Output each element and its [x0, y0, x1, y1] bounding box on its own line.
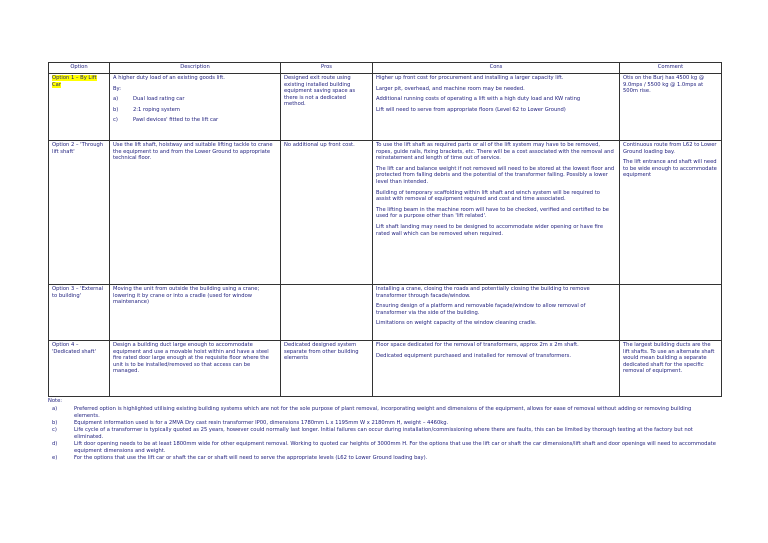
note-label: d): [52, 441, 58, 447]
cons-text: Installing a crane, closing the roads and potentially closing the building to remove transformer through facade/window.: [376, 286, 590, 299]
notes-list: [48, 406, 723, 462]
header-cons: Cons: [373, 63, 620, 74]
cons-text: Dedicated equipment purchased and installed for removal of transformers.: [376, 352, 571, 359]
list-label: a): [113, 96, 119, 103]
cons-text: Higher up front cost for procurement and installing a larger capacity lift.: [376, 75, 564, 81]
pros-cell: [281, 341, 373, 397]
option-name: Option 1 – By Lift Car: [52, 75, 97, 88]
note-item: [48, 427, 723, 441]
option-name: Option 4 – 'Dedicated shaft': [52, 342, 96, 355]
comment-text: The lift entrance and shaft will need to be wide enough to accommodate equipment: [623, 159, 717, 179]
cons-text: Limitations on weight capacity of the window cleaning cradle.: [376, 320, 537, 327]
comment-text: The largest building ducts are the lift shafts. To use an alternate shaft would mean building a separate dedicated shaft for the specific removal of equipment.: [623, 342, 715, 375]
option-name: Option 2 – 'Through lift shaft': [52, 142, 104, 155]
note-label: e): [52, 455, 58, 461]
note-text: Lift door opening needs to be at least 1800mm wide for other equipment removal. Working to quoted car heights of 3000mm H. For the options that use the lift car or shaft the car dimensions/lift shaft and door openings will need to accommodate equipment dimensions and weight.: [74, 441, 716, 454]
cons-text: The lifting beam in the machine room will have to be checked, verified and certified to be used for a purpose other than 'lift related'.: [376, 206, 609, 220]
description-cell: [110, 285, 281, 341]
header-row: [49, 63, 722, 74]
table-row: [49, 141, 722, 285]
list-label: b): [113, 106, 119, 113]
description-cell: [110, 341, 281, 397]
note-text: Preferred option is highlighted utilising existing building systems which are not for the sole purpose of plant removal, incorporating weight and dimensions of the equipment, allows for ease of removal without adding or removing building elements.: [74, 406, 692, 419]
option-name-cell: [49, 74, 110, 141]
note-text: For the options that use the lift car or shaft the car or shaft will need to serve the appropriate levels (L62 to Lower Ground loading bay).: [74, 455, 428, 461]
pros-cell: [281, 74, 373, 141]
description-text: Use the lift shaft, hoistway and suitable lifting tackle to crane the equipment to and from the Lower Ground to appropriate technical floor.: [113, 142, 273, 162]
comment-cell: [620, 285, 722, 341]
header-comment: Comment: [620, 63, 722, 74]
list-item: [113, 96, 277, 103]
description-text: By:: [113, 85, 121, 92]
option-name: Option 3 – 'External to building': [52, 286, 104, 299]
note-label: b): [52, 420, 58, 426]
note-label: a): [52, 406, 58, 412]
description-cell: [110, 74, 281, 141]
cons-text: Floor space dedicated for the removal of transformers, approx 2m x 2m shaft.: [376, 342, 579, 348]
cons-text: Larger pit, overhead, and machine room may be needed.: [376, 85, 525, 92]
description-cell: [110, 141, 281, 285]
cons-text: Ensuring design of a platform and removable façade/window to allow removal of transformer via the side of the building.: [376, 303, 586, 316]
comment-cell: [620, 341, 722, 397]
description-text: Moving the unit from outside the building using a crane; lowering it by crane or into a cradle (used for window maintenance): [113, 286, 260, 306]
comment-cell: [620, 141, 722, 285]
cons-text: To use the lift shaft as required parts or all of the lift system may have to be removed, ropes, guide rails, fixing brackets, etc. There will be a cost associated with the removal and reinstatement and length of time out of service.: [376, 142, 614, 162]
list-text: 2:1 roping system: [133, 106, 180, 113]
list-label: c): [113, 117, 118, 124]
pros-text: No additional up front cost.: [284, 142, 355, 148]
comment-text: Continuous route from L62 to Lower Ground loading bay.: [623, 142, 717, 155]
list-item: [113, 117, 277, 124]
options-table: [48, 62, 722, 397]
note-text: Equipment information used is for a 2MVA Dry cast resin transformer IP00, dimensions 1780mm L x 1195mm W x 2180mm H, weight – 4460kg.: [74, 420, 449, 426]
description-text: Design a building duct large enough to accommodate equipment and use a movable hoist within and have a steel fire rated door large enough at the requisite floor where the unit is to be installed/removed so that access can be managed.: [113, 342, 269, 375]
pros-cell: [281, 141, 373, 285]
option-name-cell: [49, 141, 110, 285]
pros-cell: [281, 285, 373, 341]
note-text: Life cycle of a transformer is typically quoted as 25 years, however could normally last longer. Initial failures can occur during installation/commissioning where there are faults, this can be limited by thorough testing at the factory but not eliminated.: [74, 427, 693, 440]
cons-cell: [373, 341, 620, 397]
header-pros: Pros: [281, 63, 373, 74]
cons-text: Lift will need to serve from appropriate floors (Level 62 to Lower Ground): [376, 106, 566, 113]
pros-text: Dedicated designed system separate from other building elements: [284, 342, 359, 362]
notes-heading: Note:: [48, 398, 63, 404]
note-item: [48, 455, 723, 462]
cons-text: Additional running costs of operating a lift with a high duty load and KW rating: [376, 96, 581, 103]
note-item: [48, 441, 723, 455]
list-item: [113, 107, 277, 114]
header-option: Option: [49, 63, 110, 74]
note-item: [48, 406, 723, 420]
document-page: [48, 62, 723, 462]
comment-text: Otis on the Burj has 4500 kg @ 9.0mps / 5500 kg @ 1.0mps at 500m rise.: [623, 75, 705, 95]
list-text: Dual load rating car: [133, 96, 185, 103]
pros-text: Designed exit route using existing installed building equipment saving space as there is not a dedicated method.: [284, 75, 356, 108]
comment-cell: [620, 74, 722, 141]
cons-text: The lift car and balance weight if not removed will need to be stored at the lowest floor and protected from falling debris and the potential of the transformer falling. Possibly a lower level than intended.: [376, 165, 615, 185]
note-label: c): [52, 427, 57, 433]
option-name-cell: [49, 341, 110, 397]
table-row: [49, 341, 722, 397]
header-description: Description: [110, 63, 281, 74]
cons-text: Building of temporary scaffolding within lift shaft and winch system will be required to assist with removal of equipment required and cost and time associated.: [376, 189, 600, 203]
cons-text: Lift shaft landing may need to be designed to accommodate wider opening or have fire rated wall which can be removed when required.: [376, 223, 604, 237]
note-item: [48, 420, 723, 427]
option-name-cell: [49, 285, 110, 341]
description-text: A higher duty load of an existing goods lift.: [113, 75, 225, 81]
table-row: [49, 285, 722, 341]
list-text: Pawl devices' fitted to the lift car: [133, 117, 219, 124]
table-row: [49, 74, 722, 141]
cons-cell: [373, 74, 620, 141]
cons-cell: [373, 285, 620, 341]
cons-cell: [373, 141, 620, 285]
